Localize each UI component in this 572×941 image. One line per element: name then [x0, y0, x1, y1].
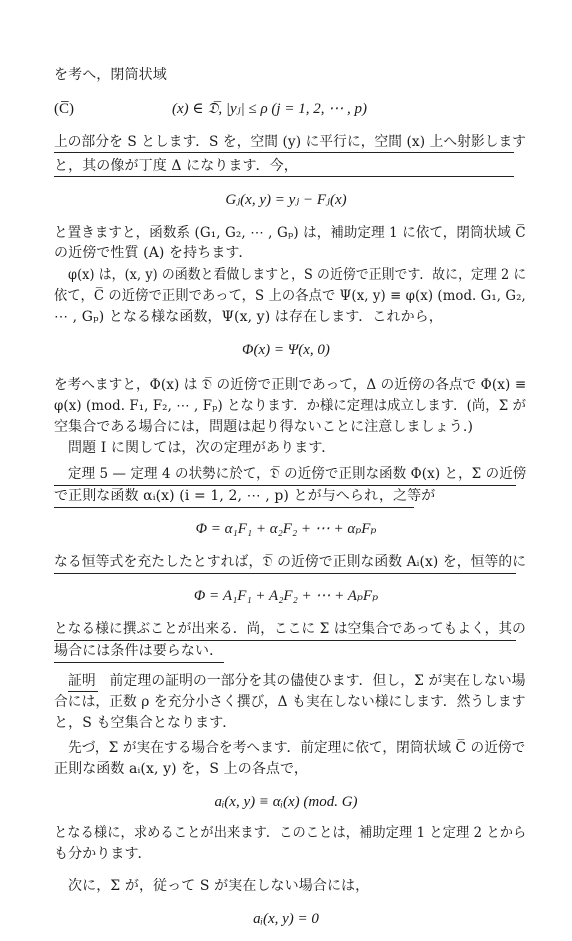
text-line: 先づ，Σ が実在する場合を考へます．前定理に依て，閉筒状域 C̅ の近傍で: [68, 740, 526, 756]
theorem-line: となる様に撰ぶことが出来る．尚，ここに Σ は空集合であってもよく，其の: [54, 621, 526, 637]
theorem-line: 場合には条件は要らない．: [54, 643, 224, 659]
text-line: と置きますと，函数系 (G₁, G₂, ⋯ , Gₚ) は，補助定理 1 に依て，閉筒状域 C̅: [54, 225, 526, 241]
text-line: ⋯ , Gₚ) となる様な函数，Ψ(x, y) は存在します．これから，: [54, 309, 443, 325]
text-line: 空集合である場合には，問題は起り得ないことに注意しましょう.): [54, 419, 474, 435]
underline: [54, 485, 516, 486]
text-line: φ(x) (mod. F₁, F₂, ⋯ , Fₚ) となります．か様に定理は成立します．(尚，Σ が: [54, 398, 527, 414]
equation: Φ = A₁F₁ + A₂F₂ + ⋯ + AₚFₚ: [193, 588, 379, 604]
text-line: の近傍で性質 (A) を持ちます．: [54, 245, 253, 261]
text-line: 次に，Σ が，従って S が実在しない場合には，: [68, 878, 370, 894]
underline: [54, 507, 414, 508]
theorem-line: なる恒等式を充たしたとすれば，𝔇̅ の近傍で正則な函数 Aᵢ(x) を，恒等的に: [54, 554, 527, 570]
text-line: となる様に，求めることが出来ます．このことは，補助定理 1 と定理 2 とから: [54, 825, 527, 841]
condition-formula: (x) ∈ 𝔇̅, |yⱼ| ≤ ρ (j = 1, 2, ⋯ , p): [172, 101, 367, 117]
underline: [54, 152, 514, 153]
text-line: 問題 I に関しては，次の定理があります．: [68, 440, 336, 456]
text-line: と，其の像が丁度 Δ になります．今，: [54, 158, 298, 174]
equation: Φ = α₁F₁ + α₂F₂ + ⋯ + αₚFₚ: [195, 521, 377, 537]
underline: [54, 640, 516, 641]
text-line: を考へますと，Φ(x) は 𝔇̅ の近傍で正則であって，Δ の近傍の各点で Φ(x) ≡: [54, 377, 527, 393]
text-line: 上の部分を S とします．S を，空間 (y) に平行に，空間 (x) 上へ射影します: [54, 134, 527, 150]
text-line: も分かります．: [54, 846, 152, 862]
text-line: 合には，正数 ρ を充分小さく撰び，Δ も実在しない様にします．然うします: [54, 694, 526, 710]
text-line: 正則な函数 aᵢ(x, y) を，S 上の各点で，: [54, 761, 308, 777]
equation: aᵢ(x, y) ≡ αᵢ(x) (mod. G): [214, 794, 358, 810]
theorem-line: で正則な函数 αᵢ(x) (i = 1, 2, ⋯ , p) とが与へられ，之等が: [54, 488, 436, 504]
text-line: 依て，C̅ の近傍で正則であって，S 上の各点で Ψ(x, y) ≡ φ(x) (mod. G₁, G₂,: [54, 288, 526, 304]
underline: [54, 662, 224, 663]
theorem-line: 定理 5 — 定理 4 の状勢に於て，𝔇̅ の近傍で正則な函数 Φ(x) と，Σ の近傍: [68, 466, 527, 482]
text-line: を考へ，閉筒状域: [54, 67, 167, 83]
underline: [68, 691, 98, 692]
text-line: φ(x) は，(x, y) の函数と看做しますと，S の近傍で正則です．故に，定理 2 に: [68, 267, 527, 283]
underline: [54, 176, 514, 177]
equation: aᵢ(x, y) = 0: [253, 911, 319, 927]
equation: Gⱼ(x, y) = yⱼ − Fⱼ(x): [225, 192, 347, 208]
equation: Φ(x) = Ψ(x, 0): [242, 342, 330, 358]
underline: [54, 573, 516, 574]
condition-label: (C̅): [54, 101, 74, 117]
text-line: と，S も空集合となります．: [54, 715, 237, 731]
proof-line: 証明 前定理の証明の一部分を其の儘使ひます．但し，Σ が実在しない場: [68, 673, 526, 689]
